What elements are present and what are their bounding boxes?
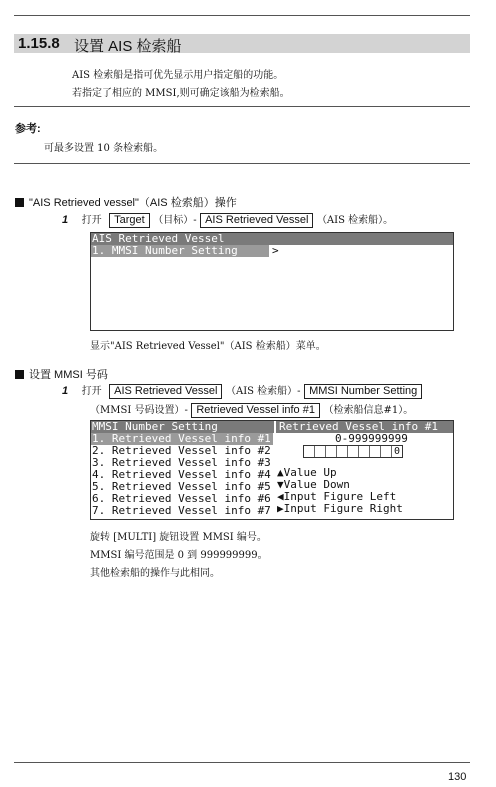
- op2-step: [62, 382, 422, 399]
- digit-cell[interactable]: [304, 446, 315, 457]
- digit-cell[interactable]: [381, 446, 392, 457]
- list-item[interactable]: 5. Retrieved Vessel info #5: [92, 480, 271, 493]
- op2-after-3: 其他检索船的操作与此相同。: [90, 568, 220, 579]
- digit-cell[interactable]: [370, 446, 381, 457]
- list-item[interactable]: 2. Retrieved Vessel info #2: [92, 444, 271, 457]
- op1-caption: 显示"AIS Retrieved Vessel"（AIS 检索船）菜单。: [90, 341, 326, 352]
- op1-heading: [15, 194, 237, 210]
- page-number: 130: [448, 771, 467, 783]
- op2-line2-tail: （检索船信息#1）。: [323, 405, 414, 416]
- op2-after-1: 旋转 [MULTI] 旋钮设置 MMSI 编号。: [90, 532, 267, 543]
- step-number: 1: [62, 385, 69, 397]
- op1-step: [62, 211, 393, 228]
- square-bullet-icon: [15, 370, 24, 379]
- open-label: 打开: [81, 215, 102, 226]
- digit-cell[interactable]: [326, 446, 337, 457]
- step-number: 1: [62, 214, 69, 226]
- vessel-info-list: [91, 433, 273, 517]
- top-rule: [14, 15, 470, 16]
- digit-cell[interactable]: [337, 446, 348, 457]
- op2-line2-pre: （MMSI 号码设置）-: [90, 405, 188, 416]
- op1-tail-text: （AIS 检索船）。: [316, 215, 394, 226]
- intro-line-2: 若指定了相应的 MMSI,则可确定该船为检索船。: [72, 88, 290, 99]
- list-item[interactable]: 4. Retrieved Vessel info #4: [92, 468, 271, 481]
- note-top-rule: [14, 106, 470, 107]
- footer-rule: [14, 762, 470, 763]
- section-number: 1.15.8: [18, 35, 60, 52]
- digit-cell[interactable]: [348, 446, 359, 457]
- menu-header: AIS Retrieved Vessel: [91, 233, 453, 245]
- mmsi-number-setting-screen: [90, 420, 454, 520]
- intro-line-1: AIS 检索船是指可优先显示用户指定船的功能。: [72, 70, 284, 81]
- digit-cell-last[interactable]: 0: [393, 446, 401, 457]
- digit-cell[interactable]: [315, 446, 326, 457]
- submenu-arrow-icon: >: [272, 244, 279, 257]
- mmsi-number-setting-item[interactable]: 1. MMSI Number Setting: [91, 245, 269, 257]
- input-figure-right-hint: ▶Input Figure Right: [277, 502, 403, 515]
- op1-mid-text: （目标）-: [153, 215, 197, 226]
- value-up-hint: ▲Value Up: [277, 466, 337, 479]
- list-item[interactable]: 7. Retrieved Vessel info #7: [92, 504, 271, 517]
- list-item-selected[interactable]: 1. Retrieved Vessel info #1: [91, 433, 273, 445]
- open-label: 打开: [81, 386, 102, 397]
- list-item[interactable]: 3. Retrieved Vessel info #3: [92, 456, 271, 469]
- mmsi-digit-input[interactable]: [303, 445, 403, 458]
- list-item[interactable]: 6. Retrieved Vessel info #6: [92, 492, 271, 505]
- retrieved-vessel-info-1-button[interactable]: Retrieved Vessel info #1: [191, 403, 320, 418]
- op2-heading-text: 设置 MMSI 号码: [29, 369, 108, 381]
- note-text: 可最多设置 10 条检索船。: [44, 143, 164, 154]
- ais-retrieved-vessel-button[interactable]: AIS Retrieved Vessel: [200, 213, 313, 228]
- op2-heading: [15, 366, 108, 382]
- vessel-info-panel: [273, 433, 453, 517]
- ais-retrieved-vessel-menu: [90, 232, 454, 331]
- op1-heading-text: "AIS Retrieved vessel"（AIS 检索船）操作: [29, 197, 237, 209]
- mmsi-number-setting-button[interactable]: MMSI Number Setting: [304, 384, 422, 399]
- target-menu-button[interactable]: Target: [109, 213, 150, 228]
- op2-mid-text: （AIS 检索船）-: [225, 386, 301, 397]
- ais-retrieved-vessel-button[interactable]: AIS Retrieved Vessel: [109, 384, 222, 399]
- op2-step-line2: [90, 401, 413, 418]
- square-bullet-icon: [15, 198, 24, 207]
- digit-cell[interactable]: [359, 446, 370, 457]
- mmsi-range-label: 0-999999999: [335, 432, 408, 445]
- note-bottom-rule: [14, 163, 470, 164]
- input-figure-left-hint: ◀Input Figure Left: [277, 490, 397, 503]
- left-panel-header: MMSI Number Setting: [91, 421, 274, 433]
- right-panel-header: Retrieved Vessel info #1: [274, 421, 453, 433]
- section-title: 设置 AIS 检索船: [74, 38, 182, 55]
- note-heading: 参考:: [15, 123, 41, 135]
- op2-after-2: MMSI 编号范围是 0 到 999999999。: [90, 550, 268, 561]
- value-down-hint: ▼Value Down: [277, 478, 350, 491]
